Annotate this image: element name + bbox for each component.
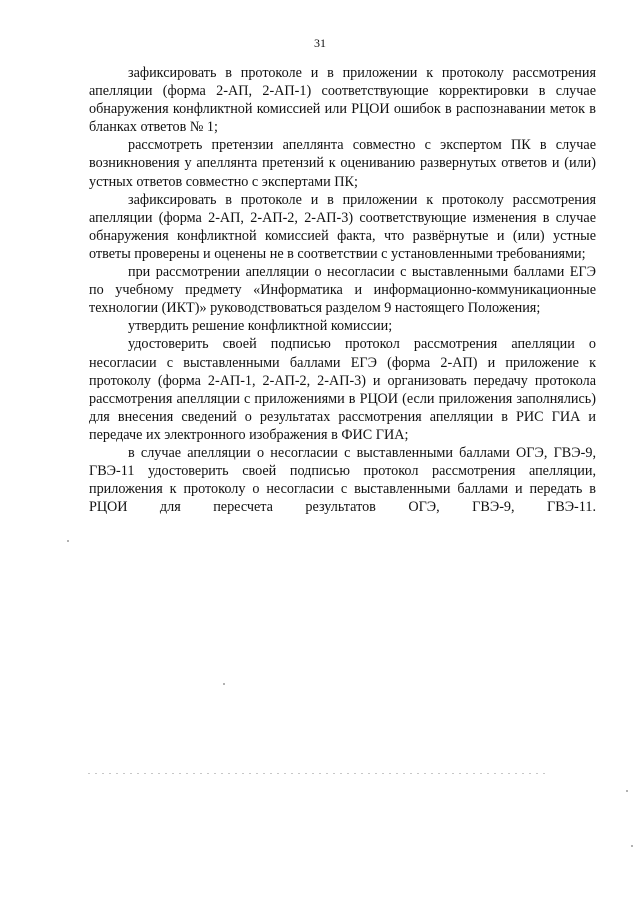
paragraph-approve-decision: утвердить решение конфликтной комиссии;	[128, 318, 393, 335]
document-body	[89, 64, 596, 516]
scan-artifact-dot	[67, 540, 69, 542]
paragraph-informatics-appeal: при рассмотрении апелляции о несогласии с выставленными баллами ЕГЭ по учебному предмету «Информатика и информационно-коммуникационные технологии (ИКТ)» руководствоваться разделом 9 настоящего Положения;	[89, 264, 596, 317]
scan-artifact-dot	[626, 790, 628, 792]
scan-artifact-dot	[223, 683, 225, 685]
page-number: 31	[314, 36, 326, 50]
paragraph-record-changes: зафиксировать в протоколе и в приложении к протоколу рассмотрения апелляции (форма 2-АП, 2-АП-2, 2-АП-3) соответствующие изменения в случае обнаружения конфликтной комиссией факта, что развёрнутые и (или) устные ответы проверены и оценены не в соответствии с установленными требованиями;	[89, 191, 596, 262]
paragraph-review-claims: рассмотреть претензии апеллянта совместно с экспертом ПК в случае возникновения у апеллянта претензий к оцениванию развернутых ответов и (или) устных ответов совместно с экспертами ПК;	[89, 137, 596, 190]
paragraph-oge-gve-appeal: в случае апелляции о несогласии с выставленными баллами ОГЭ, ГВЭ-9, ГВЭ-11 удостоверить своей подписью протокол рассмотрения апелляции, приложения к протоколу о несогласии с выставленными баллами и передать в РЦОИ для пересчета результатов ОГЭ, ГВЭ-9, ГВЭ-11.	[89, 444, 596, 516]
scan-artifact-dot	[631, 845, 633, 847]
scan-artifact-streak	[88, 773, 548, 774]
paragraph-record-corrections: зафиксировать в протоколе и в приложении к протоколу рассмотрения апелляции (форма 2-АП, 2-АП-1) соответствующие корректировки в случае обнаружения конфликтной комиссией или РЦОИ ошибок в распознавании меток в бланках ответов № 1;	[89, 65, 596, 136]
paragraph-certify-protocol: удостоверить своей подписью протокол рассмотрения апелляции о несогласии с выставленными баллами ЕГЭ (форма 2-АП) и приложение к протоколу (форма 2-АП-1, 2-АП-2, 2-АП-3) и организовать передачу протокола рассмотрения апелляции с приложениями в РЦОИ (если приложения заполнялись) для внесения сведений о результатах рассмотрения апелляции в РИС ГИА и передаче их электронного изображения в ФИС ГИА;	[89, 336, 596, 443]
